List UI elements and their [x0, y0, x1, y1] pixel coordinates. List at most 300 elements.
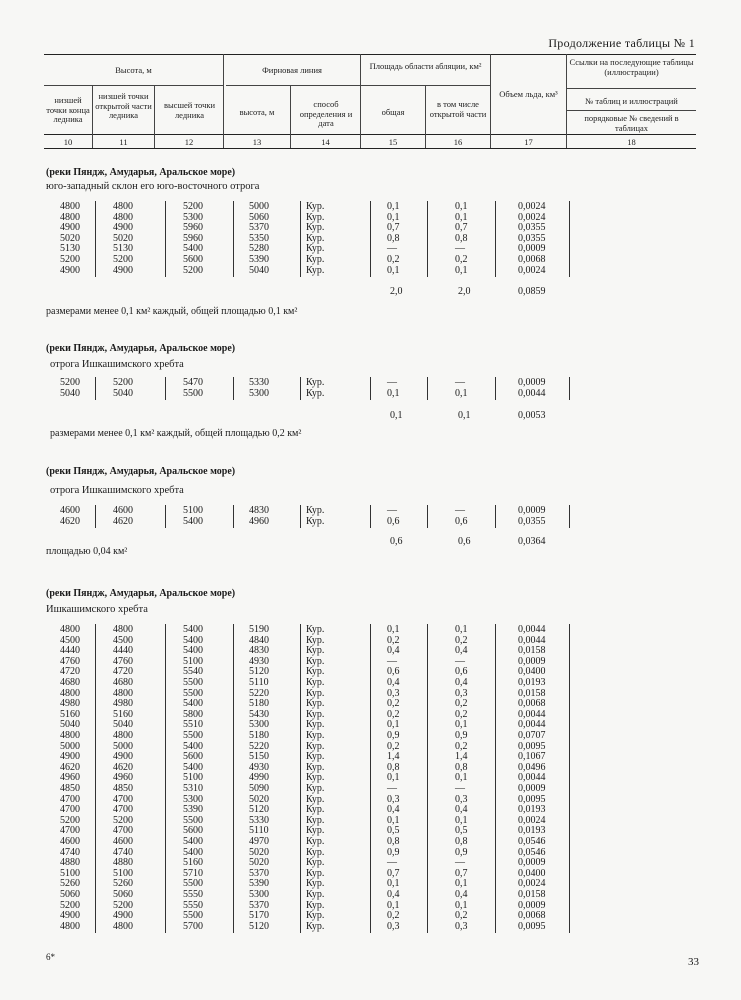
firn-method-cell: Кур. [306, 857, 325, 869]
lowest-tongue-cell: 5200 [60, 899, 80, 911]
abl-open-cell: 0,3 [455, 920, 468, 932]
abl-open-cell: — [455, 505, 465, 516]
header-height-group: Высота, м [115, 65, 152, 75]
lowest-tongue-cell: 4800 [60, 211, 80, 223]
abl-open-cell: 0,2 [455, 708, 468, 720]
ice-volume-cell: 0,0546 [518, 846, 546, 858]
ice-volume-cell: 0,0044 [518, 624, 546, 635]
col-number: 18 [627, 137, 636, 147]
highest-cell: 5160 [183, 857, 203, 869]
firn-method-cell: Кур. [306, 645, 325, 657]
highest-cell: 5200 [183, 264, 203, 276]
firn-height-cell: 5350 [249, 232, 269, 244]
total-abl-total: 2,0 [390, 286, 403, 297]
lowest-tongue-cell: 5060 [60, 889, 80, 900]
column-rule [427, 624, 428, 933]
lowest-tongue-cell: 4700 [60, 825, 80, 837]
col-number: 17 [524, 137, 533, 147]
highest-cell: 5390 [183, 804, 203, 816]
ice-volume-cell: 0,0044 [518, 634, 546, 646]
header-firn-height: высота, м [239, 107, 275, 117]
highest-cell: 5500 [183, 677, 203, 688]
firn-method-cell: Кур. [306, 804, 325, 816]
col-number: 11 [119, 137, 128, 147]
section-title: (реки Пяндж, Амударья, Аральское море) [46, 167, 236, 178]
abl-total-cell: 0,7 [387, 222, 400, 234]
lowest-open-cell: 4960 [113, 772, 133, 784]
firn-height-cell: 5330 [249, 377, 269, 388]
ice-volume-cell: 0,0068 [518, 910, 546, 922]
lowest-tongue-cell: 5200 [60, 254, 80, 265]
lowest-tongue-cell: 4800 [60, 687, 80, 699]
abl-total-cell: 0,1 [387, 201, 400, 212]
abl-total-cell: 0,7 [387, 867, 400, 879]
firn-method-cell: Кур. [306, 254, 325, 265]
highest-cell: 5310 [183, 783, 203, 794]
lowest-open-cell: 5100 [113, 867, 133, 879]
ice-volume-cell: 0,0355 [518, 515, 546, 527]
ice-volume-cell: 0,1067 [518, 751, 546, 763]
abl-total-cell: 0,2 [387, 254, 400, 265]
highest-cell: 5710 [183, 867, 203, 879]
abl-open-cell: 0,1 [455, 387, 468, 399]
abl-open-cell: 0,7 [455, 867, 468, 879]
abl-open-cell: 0,4 [455, 804, 468, 816]
highest-cell: 5400 [183, 846, 203, 858]
lowest-tongue-cell: 5200 [60, 377, 80, 388]
abl-open-cell: 0,1 [455, 814, 468, 826]
firn-height-cell: 5300 [249, 719, 269, 731]
column-rule [569, 505, 570, 528]
abl-open-cell: 0,7 [455, 222, 468, 234]
abl-total-cell: 0,4 [387, 677, 400, 688]
firn-height-cell: 5020 [249, 846, 269, 858]
column-rule [300, 624, 301, 933]
column-rule [300, 505, 301, 528]
total-abl-open: 0,6 [458, 536, 471, 547]
ice-volume-cell: 0,0355 [518, 222, 546, 234]
firn-height-cell: 5120 [249, 804, 269, 816]
firn-method-cell: Кур. [306, 899, 325, 911]
ice-volume-cell: 0,0009 [518, 899, 546, 911]
highest-cell: 5300 [183, 211, 203, 223]
highest-cell: 5400 [183, 645, 203, 657]
firn-height-cell: 5370 [249, 222, 269, 234]
firn-height-cell: 5300 [249, 889, 269, 900]
firn-method-cell: Кур. [306, 719, 325, 731]
ice-volume-cell: 0,0400 [518, 666, 546, 678]
firn-method-cell: Кур. [306, 515, 325, 527]
ice-volume-cell: 0,0024 [518, 201, 546, 212]
header-ablation-open: в том числе открытой части [429, 99, 487, 119]
firn-height-cell: 5110 [249, 825, 269, 837]
lowest-open-cell: 4700 [113, 804, 133, 816]
lowest-tongue-cell: 4800 [60, 201, 80, 212]
lowest-tongue-cell: 4900 [60, 910, 80, 922]
abl-total-cell: 0,5 [387, 825, 400, 837]
abl-total-cell: 0,2 [387, 740, 400, 752]
lowest-tongue-cell: 5130 [60, 243, 80, 255]
firn-method-cell: Кур. [306, 920, 325, 932]
column-rule [370, 201, 371, 277]
highest-cell: 5500 [183, 687, 203, 699]
column-rule [95, 624, 96, 933]
abl-total-cell: 0,3 [387, 920, 400, 932]
column-rule [233, 505, 234, 528]
abl-total-cell: 0,4 [387, 889, 400, 900]
firn-height-cell: 5150 [249, 751, 269, 763]
firn-height-cell: 5370 [249, 867, 269, 879]
lowest-tongue-cell: 4600 [60, 505, 80, 516]
firn-method-cell: Кур. [306, 836, 325, 847]
lowest-tongue-cell: 5100 [60, 867, 80, 879]
firn-method-cell: Кур. [306, 377, 325, 388]
highest-cell: 5400 [183, 836, 203, 847]
firn-method-cell: Кур. [306, 793, 325, 805]
lowest-tongue-cell: 4720 [60, 666, 80, 678]
lowest-tongue-cell: 4960 [60, 772, 80, 784]
firn-method-cell: Кур. [306, 243, 325, 255]
lowest-open-cell: 4800 [113, 624, 133, 635]
total-abl-open: 2,0 [458, 286, 471, 297]
firn-method-cell: Кур. [306, 772, 325, 784]
firn-height-cell: 5020 [249, 857, 269, 869]
abl-total-cell: 0,8 [387, 232, 400, 244]
lowest-tongue-cell: 5260 [60, 878, 80, 890]
abl-open-cell: 0,8 [455, 232, 468, 244]
abl-open-cell: 0,1 [455, 719, 468, 731]
abl-total-cell: 0,1 [387, 211, 400, 223]
lowest-open-cell: 4850 [113, 783, 133, 794]
highest-cell: 5510 [183, 719, 203, 731]
abl-total-cell: — [387, 655, 397, 667]
column-rule [95, 505, 96, 528]
abl-total-cell: 0,8 [387, 836, 400, 847]
abl-total-cell: 0,1 [387, 624, 400, 635]
firn-method-cell: Кур. [306, 201, 325, 212]
ice-volume-cell: 0,0009 [518, 377, 546, 388]
abl-open-cell: 0,8 [455, 836, 468, 847]
abl-total-cell: 0,1 [387, 387, 400, 399]
abl-total-cell: 0,4 [387, 804, 400, 816]
section-subtitle: отрога Ишкашимского хребта [50, 359, 184, 370]
total-abl-total: 0,1 [390, 410, 403, 421]
header-refs-group: Ссылки на последующие таблицы (иллюстрации) [569, 57, 694, 77]
firn-height-cell: 5180 [249, 698, 269, 710]
firn-method-cell: Кур. [306, 505, 325, 516]
abl-total-cell: 0,2 [387, 708, 400, 720]
firn-height-cell: 4970 [249, 836, 269, 847]
total-ice-volume: 0,0859 [518, 286, 546, 297]
ice-volume-cell: 0,0158 [518, 645, 546, 657]
lowest-open-cell: 4900 [113, 222, 133, 234]
lowest-open-cell: 4760 [113, 655, 133, 667]
ice-volume-cell: 0,0024 [518, 814, 546, 826]
col-number: 12 [184, 137, 194, 147]
lowest-tongue-cell: 4740 [60, 846, 80, 858]
column-rule [495, 505, 496, 528]
firn-method-cell: Кур. [306, 846, 325, 858]
ice-volume-cell: 0,0044 [518, 708, 546, 720]
firn-height-cell: 4960 [249, 515, 269, 527]
column-rule [300, 201, 301, 277]
highest-cell: 5500 [183, 387, 203, 399]
highest-cell: 5600 [183, 254, 203, 265]
lowest-open-cell: 5200 [113, 377, 133, 388]
ice-volume-cell: 0,0009 [518, 857, 546, 869]
abl-total-cell: 0,1 [387, 899, 400, 911]
firn-height-cell: 4840 [249, 634, 269, 646]
highest-cell: 5100 [183, 655, 203, 667]
lowest-tongue-cell: 4440 [60, 645, 80, 657]
abl-total-cell: 1,4 [387, 751, 400, 763]
lowest-tongue-cell: 5040 [60, 719, 80, 731]
abl-total-cell: — [387, 857, 397, 869]
column-rule [370, 624, 371, 933]
abl-open-cell: — [455, 377, 465, 388]
ice-volume-cell: 0,0546 [518, 836, 546, 847]
ice-volume-cell: 0,0095 [518, 920, 546, 932]
table-header [44, 54, 696, 151]
firn-height-cell: 5110 [249, 677, 269, 688]
abl-open-cell: 0,4 [455, 645, 468, 657]
abl-total-cell: 0,3 [387, 687, 400, 699]
lowest-open-cell: 4900 [113, 910, 133, 922]
lowest-open-cell: 4440 [113, 645, 133, 657]
lowest-open-cell: 4800 [113, 730, 133, 741]
lowest-tongue-cell: 4620 [60, 515, 80, 527]
lowest-open-cell: 5200 [113, 814, 133, 826]
firn-method-cell: Кур. [306, 666, 325, 678]
total-abl-open: 0,1 [458, 410, 471, 421]
abl-open-cell: 0,3 [455, 687, 468, 699]
lowest-open-cell: 4740 [113, 846, 133, 858]
firn-height-cell: 4990 [249, 772, 269, 784]
firn-method-cell: Кур. [306, 825, 325, 837]
firn-height-cell: 5040 [249, 264, 269, 276]
abl-open-cell: 0,2 [455, 634, 468, 646]
highest-cell: 5100 [183, 505, 203, 516]
lowest-tongue-cell: 4700 [60, 793, 80, 805]
lowest-open-cell: 4800 [113, 201, 133, 212]
ice-volume-cell: 0,0095 [518, 740, 546, 752]
highest-cell: 5400 [183, 624, 203, 635]
header-lowest-tongue: низшей точки конца ледника [46, 95, 90, 124]
ice-volume-cell: 0,0158 [518, 687, 546, 699]
lowest-open-cell: 4680 [113, 677, 133, 688]
firn-method-cell: Кур. [306, 222, 325, 234]
ice-volume-cell: 0,0009 [518, 243, 546, 255]
column-rule [495, 201, 496, 277]
header-firn-group: Фирновая линия [262, 65, 322, 75]
highest-cell: 5500 [183, 878, 203, 890]
firn-method-cell: Кур. [306, 687, 325, 699]
firn-height-cell: 5120 [249, 920, 269, 932]
firn-height-cell: 4930 [249, 655, 269, 667]
signature-mark: 6* [46, 952, 55, 962]
abl-open-cell: 0,4 [455, 889, 468, 900]
firn-method-cell: Кур. [306, 232, 325, 244]
highest-cell: 5400 [183, 761, 203, 773]
firn-height-cell: 5300 [249, 387, 269, 399]
lowest-open-cell: 5260 [113, 878, 133, 890]
highest-cell: 5400 [183, 698, 203, 710]
abl-total-cell: 0,3 [387, 793, 400, 805]
lowest-open-cell: 4720 [113, 666, 133, 678]
column-rule [165, 377, 166, 400]
firn-height-cell: 5090 [249, 783, 269, 794]
col-number: 14 [321, 137, 330, 147]
firn-method-cell: Кур. [306, 730, 325, 741]
section-title: (реки Пяндж, Амударья, Аральское море) [46, 343, 236, 354]
lowest-open-cell: 4600 [113, 505, 133, 516]
lowest-open-cell: 5040 [113, 387, 133, 399]
ice-volume-cell: 0,0707 [518, 730, 546, 741]
column-rule [427, 505, 428, 528]
lowest-tongue-cell: 4500 [60, 634, 80, 646]
lowest-tongue-cell: 4760 [60, 655, 80, 667]
column-rule [95, 201, 96, 277]
firn-method-cell: Кур. [306, 761, 325, 773]
abl-open-cell: 0,6 [455, 666, 468, 678]
column-rule [427, 377, 428, 400]
firn-height-cell: 5390 [249, 878, 269, 890]
abl-open-cell: 0,1 [455, 772, 468, 784]
ice-volume-cell: 0,0024 [518, 264, 546, 276]
abl-open-cell: 0,2 [455, 740, 468, 752]
abl-open-cell: 0,9 [455, 730, 468, 741]
firn-height-cell: 5280 [249, 243, 269, 255]
highest-cell: 5800 [183, 708, 203, 720]
lowest-tongue-cell: 5020 [60, 232, 80, 244]
firn-height-cell: 5190 [249, 624, 269, 635]
firn-method-cell: Кур. [306, 387, 325, 399]
lowest-tongue-cell: 4600 [60, 836, 80, 847]
abl-open-cell: 0,4 [455, 677, 468, 688]
highest-cell: 5600 [183, 751, 203, 763]
ice-volume-cell: 0,0400 [518, 867, 546, 879]
abl-open-cell: 0,8 [455, 761, 468, 773]
ice-volume-cell: 0,0009 [518, 505, 546, 516]
lowest-tongue-cell: 4900 [60, 222, 80, 234]
lowest-open-cell: 5000 [113, 740, 133, 752]
lowest-open-cell: 4900 [113, 264, 133, 276]
highest-cell: 5960 [183, 222, 203, 234]
abl-total-cell: 0,1 [387, 814, 400, 826]
firn-method-cell: Кур. [306, 740, 325, 752]
abl-open-cell: 0,1 [455, 201, 468, 212]
firn-method-cell: Кур. [306, 751, 325, 763]
section-subtitle: Ишкашимского хребта [46, 604, 148, 615]
lowest-tongue-cell: 4700 [60, 804, 80, 816]
column-rule [165, 624, 166, 933]
firn-height-cell: 5330 [249, 814, 269, 826]
section-subtitle: юго-западный склон его юго-восточного отрога [46, 181, 260, 192]
abl-open-cell: 0,2 [455, 698, 468, 710]
highest-cell: 5700 [183, 920, 203, 932]
lowest-tongue-cell: 4800 [60, 624, 80, 635]
abl-total-cell: 0,4 [387, 645, 400, 657]
highest-cell: 5500 [183, 910, 203, 922]
lowest-open-cell: 5060 [113, 889, 133, 900]
col-number: 10 [63, 137, 73, 147]
highest-cell: 5470 [183, 377, 203, 388]
lowest-tongue-cell: 5160 [60, 708, 80, 720]
header-refs-tables: № таблиц и иллюстраций [585, 96, 678, 106]
highest-cell: 5400 [183, 634, 203, 646]
lowest-open-cell: 5020 [113, 232, 133, 244]
firn-height-cell: 5000 [249, 201, 269, 212]
lowest-open-cell: 4620 [113, 761, 133, 773]
abl-open-cell: 0,2 [455, 254, 468, 265]
firn-height-cell: 4830 [249, 505, 269, 516]
firn-height-cell: 5220 [249, 687, 269, 699]
lowest-open-cell: 4800 [113, 687, 133, 699]
abl-open-cell: 0,2 [455, 910, 468, 922]
firn-method-cell: Кур. [306, 783, 325, 794]
column-rule [233, 377, 234, 400]
highest-cell: 5540 [183, 666, 203, 678]
highest-cell: 5550 [183, 889, 203, 900]
firn-method-cell: Кур. [306, 624, 325, 635]
abl-total-cell: 0,1 [387, 264, 400, 276]
firn-method-cell: Кур. [306, 814, 325, 826]
lowest-tongue-cell: 4680 [60, 677, 80, 688]
abl-total-cell: — [387, 377, 397, 388]
ice-volume-cell: 0,0193 [518, 677, 546, 688]
firn-height-cell: 5170 [249, 910, 269, 922]
lowest-open-cell: 5200 [113, 899, 133, 911]
column-rule [95, 377, 96, 400]
ice-volume-cell: 0,0024 [518, 211, 546, 223]
highest-cell: 5960 [183, 232, 203, 244]
column-rule [569, 624, 570, 933]
abl-open-cell: 1,4 [455, 751, 468, 763]
lowest-open-cell: 4980 [113, 698, 133, 710]
column-rule [495, 624, 496, 933]
total-ice-volume: 0,0053 [518, 410, 546, 421]
lowest-open-cell: 4500 [113, 634, 133, 646]
firn-method-cell: Кур. [306, 910, 325, 922]
highest-cell: 5500 [183, 814, 203, 826]
highest-cell: 5600 [183, 825, 203, 837]
ice-volume-cell: 0,0095 [518, 793, 546, 805]
firn-height-cell: 5430 [249, 708, 269, 720]
abl-total-cell: 0,1 [387, 878, 400, 890]
abl-total-cell: 0,9 [387, 846, 400, 858]
header-lowest-open: низшей точки открытой части ледника [95, 91, 152, 120]
section-title: (реки Пяндж, Амударья, Аральское море) [46, 466, 236, 477]
highest-cell: 5550 [183, 899, 203, 911]
column-rule [427, 201, 428, 277]
abl-total-cell: 0,6 [387, 666, 400, 678]
lowest-open-cell: 5160 [113, 708, 133, 720]
lowest-tongue-cell: 4800 [60, 730, 80, 741]
ice-volume-cell: 0,0044 [518, 719, 546, 731]
abl-open-cell: 0,6 [455, 515, 468, 527]
firn-method-cell: Кур. [306, 264, 325, 276]
ice-volume-cell: 0,0024 [518, 878, 546, 890]
column-rule [300, 377, 301, 400]
total-abl-total: 0,6 [390, 536, 403, 547]
abl-total-cell: 0,9 [387, 730, 400, 741]
lowest-tongue-cell: 4620 [60, 761, 80, 773]
abl-total-cell: — [387, 243, 397, 255]
firn-method-cell: Кур. [306, 211, 325, 223]
header-highest: высшей точки ледника [163, 100, 216, 120]
abl-open-cell: 0,1 [455, 211, 468, 223]
header-ablation-group: Площадь области абляции, км² [369, 61, 482, 71]
